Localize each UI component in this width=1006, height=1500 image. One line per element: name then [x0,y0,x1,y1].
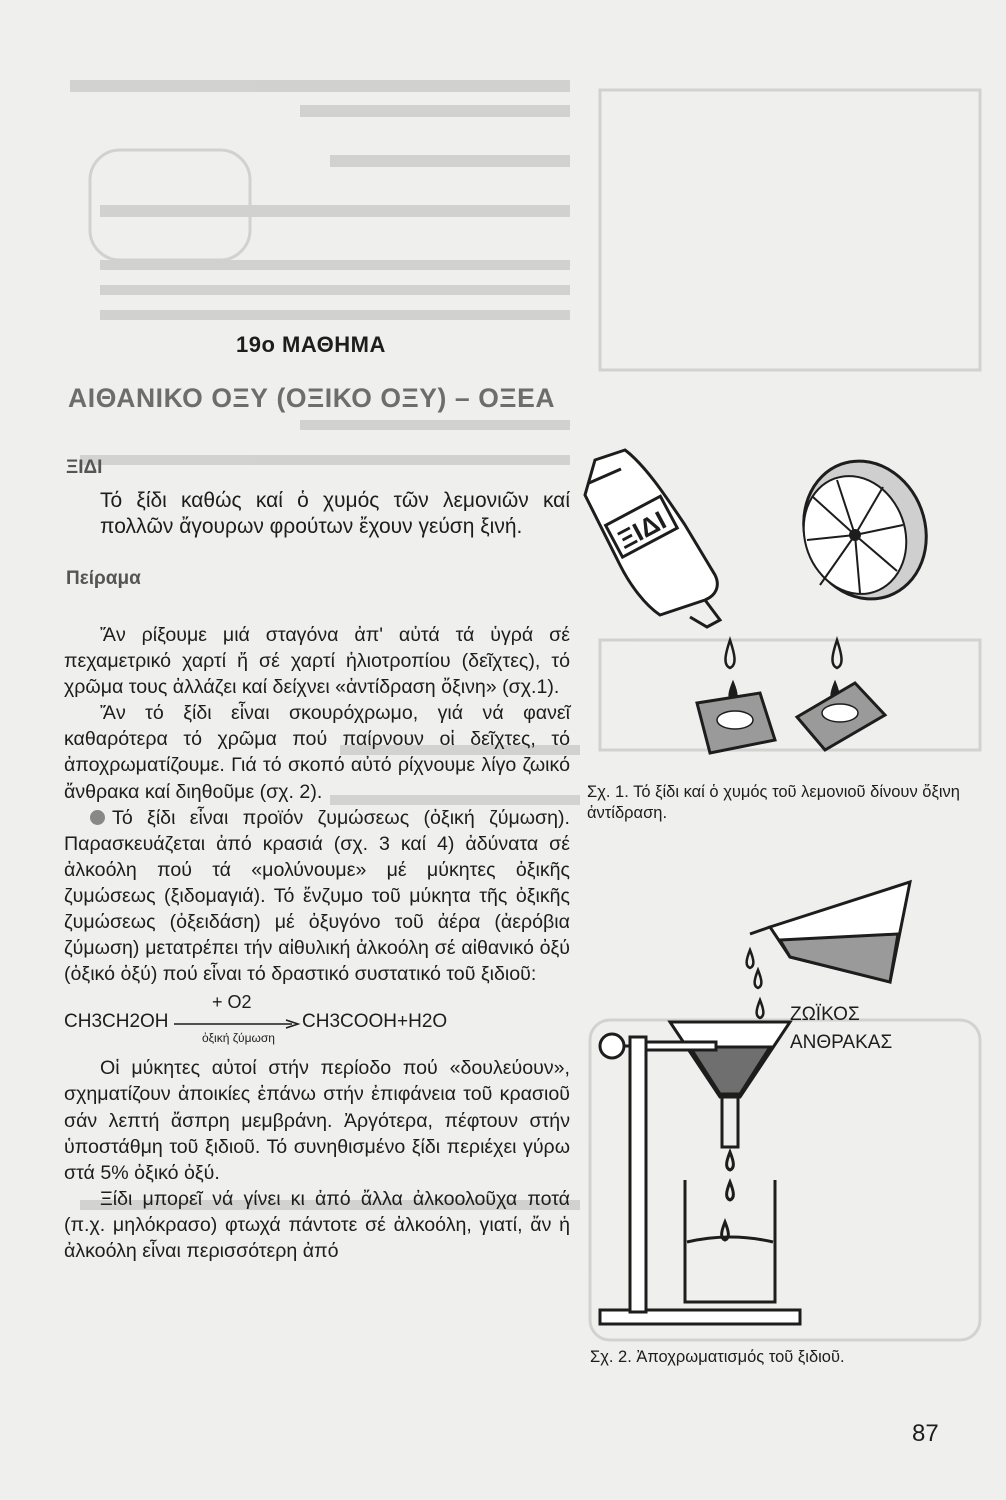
equation-condition: ὀξική ζύμωση [202,1031,275,1046]
paragraph-fermentation [64,805,570,988]
experiment-heading: Πείραμα [66,568,141,589]
paragraph-other-drinks: Ξίδι μπορεῖ νά γίνει κι ἀπό ἄλλα ἀλκοολοῦχα ποτά (π.χ. μηλόκρασο) φτωχά πάντοτε σέ ἀλκοόλη, γιατί, ἄν ἡ ἀλκοόλη εἶναι περισσότερη ἀπό [64,1187,570,1262]
paragraph-fermentation-text: Τό ξίδι εἶναι προϊόν ζυμώσεως (ὀξική ζύμωση). Παρασκευάζεται ἀπό κρασιά (σχ. 3 καί 4) ἀδύνατα σέ ἀλκοόλη πού τά «μολύνουμε» μέ μύκητες ὀξικῆς ζυμώσεως (ξιδομαγιά). Τό ἔνζυμο τοῦ μύκητα τῆς ὀξικῆς ζυμώσεως (ὀξειδάση) μέ ὀξυγόνο τοῦ ἀέρα (ἀερόβια ζύμωση) μετατρέπει τήν αἰθυλική ἀλκοόλη σέ αἰθανικό ὀξύ (ὀξικό ὀξύ) πού εἶναι τό δραστικό συστατικό τοῦ ξιδιοῦ: [64,806,570,986]
figure-2-caption: Σχ. 2. Ἀποχρωματισμός τοῦ ξιδιοῦ. [590,1348,845,1366]
page-number: 87 [912,1420,939,1447]
equation-reactant: CH3CH2OH [64,1011,169,1033]
figure-1-illustration [575,455,955,765]
lesson-number: 19ο ΜΑΘΗΜΑ [236,332,386,357]
equation-reagent: + O2 [212,992,252,1013]
drop-icon [725,640,841,701]
charcoal-label-line2: ΑΝΘΡΑΚΑΣ [790,1032,893,1053]
filtrate-beaker-icon [685,1152,775,1302]
bottle-label-text: ΞΙΔΙ [612,504,671,555]
ph-paper-icon [697,683,885,753]
falling-drop-icon [747,950,764,1018]
figure-2-illustration [590,862,990,1342]
section-heading: ΞΙΔΙ [66,457,103,478]
charcoal-label [790,1001,892,1057]
paragraph-indicators: Ἄν ρίξουμε μιά σταγόνα ἀπ' αὐτά τά ὑγρά σέ πεχαμετρικό χαρτί ἤ σέ χαρτί ἡλιοτροπίου (δεῖχτες), τό χρῶμα τους ἀλλάζει καί δείχνει «ἀντίδραση ὄξινη» (σχ.1). [64,624,570,699]
pouring-beaker-icon [750,882,910,982]
lead-paragraph: Τό ξίδι καθώς καί ὁ χυμός τῶν λεμονιῶν καί πολλῶν ἄγουρων φρούτων ἔχουν γεύση ξινή. [100,489,570,538]
chemical-equation [64,992,570,1046]
equation-product: CH3COOH+H2O [302,1011,448,1033]
charcoal-label-line1: ΖΩΪΚΟΣ [790,1004,860,1025]
half-lemon-icon [785,444,946,617]
bullet-icon [90,810,105,825]
chapter-title: ΑΙΘΑΝΙΚΟ ΟΞΥ (ΟΞΙΚΟ ΟΞΥ) – ΟΞΕΑ [68,383,556,413]
body-text [64,622,570,1264]
paragraph-fungi: Οἱ μύκητες αὐτοί στήν περίοδο πού «δουλεύουν», σχηματίζουν ἀποικίες ἐπάνω στήν ἐπιφάνεια τοῦ κρασιοῦ σάν λεπτή ἄσπρη μεμβράνη. Ἀργότερα, πέφτουν στήν ὑποστάθμη τοῦ ξιδιοῦ. Τό συνηθισμένο ξίδι περιέχει γύρω στά 5% ὀξικό ὀξύ. [64,1057,570,1184]
figure-1-caption: Σχ. 1. Τό ξίδι καί ὁ χυμός τοῦ λεμονιοῦ δίνουν ὄξινη ἀντίδραση. [587,783,960,822]
retort-stand-icon [600,1034,800,1324]
paragraph-decolorize: Ἄν τό ξίδι εἶναι σκουρόχρωμο, γιά νά φανεῖ καθαρότερα τό χρῶμα πού παίρνουν οἱ δεῖχτες, τό ἀποχρωματίζουμε. Γιά τό σκοπό αὐτό ρίχνουμε λίγο ζωικό ἄνθρακα καί διηθοῦμε (σχ. 2). [64,702,570,803]
